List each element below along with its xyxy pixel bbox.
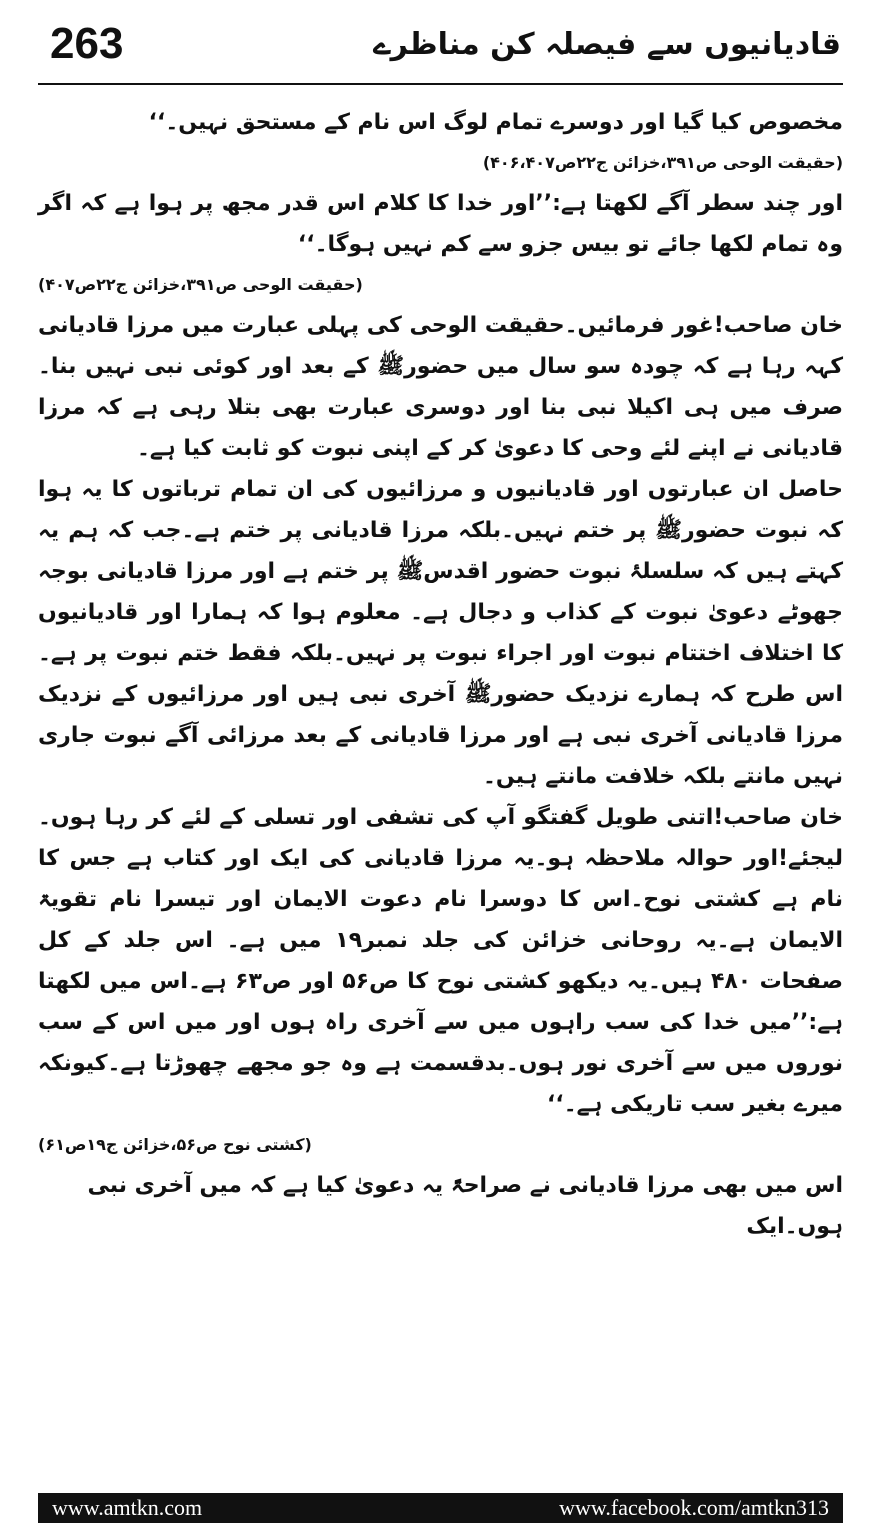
paragraph-2: اور چند سطر آگے لکھتا ہے:’’اور خدا کا کلام اس قدر مجھ پر ہوا ہے کہ اگر وہ تمام لکھا جائے تو بیس جزو سے کم نہیں ہوگا۔‘‘ [38, 191, 843, 257]
paragraph-3: خان صاحب!غور فرمائیں۔حقیقت الوحی کی پہلی عبارت میں مرزا قادیانی کہہ رہا ہے کہ چودہ سو سال میں حضورﷺ کے بعد اور کوئی نبی نہیں بنا۔صرف میں ہی اکیلا نبی بنا اور دوسری عبارت بھی بتلا رہی ہے کہ مرزا قادیانی نے اپنے لئے وحی کا دعویٰ کر کے اپنی نبوت کو ثابت کیا ہے۔ [38, 313, 843, 461]
citation-2: (حقیقت الوحی ص۳۹۱،خزائن ج۲۲ص۴۰۷) [38, 275, 363, 294]
page-number: 263 [50, 19, 124, 68]
paragraph-4: حاصل ان عبارتوں اور قادیانیوں و مرزائیوں کی ان تمام ترباتوں کا یہ ہوا کہ نبوت حضورﷺ پر ختم نہیں۔بلکہ مرزا قادیانی پر ختم ہے۔جب کہ ہم یہ کہتے ہیں کہ سلسلۂ نبوت حضور اقدسﷺ پر ختم ہے اور مرزا قادیانی بوجہ جھوٹے دعویٰ نبوت کے کذاب و دجال ہے۔ معلوم ہوا کہ ہمارا اور قادیانیوں کا اختلاف اختتام نبوت اور اجراء نبوت پر نہیں۔بلکہ فقط ختم نبوت پر ہے۔اس طرح کہ ہمارے نزدیک حضورﷺ آخری نبی ہیں اور مرزائیوں کے نزدیک مرزا قادیانی آخری نبی ہے اور مرزا قادیانی کے بعد مرزائی آگے نبوت جاری نہیں مانتے بلکہ خلافت مانتے ہیں۔ [38, 477, 843, 789]
citation-3: (کشتی نوح ص۵۶،خزائن ج۱۹ص۶۱) [38, 1135, 312, 1154]
page-body [38, 102, 843, 1247]
footer-bar [38, 1493, 843, 1523]
header-rule [38, 83, 843, 85]
citation-1: (حقیقت الوحی ص۳۹۱،خزائن ج۲۲ص۴۰۶،۴۰۷) [482, 153, 843, 172]
running-title: قادیانیوں سے فیصلہ کن مناظرے [373, 27, 841, 62]
paragraph-6: اس میں بھی مرزا قادیانی نے صراحۃً یہ دعویٰ کیا ہے کہ میں آخری نبی ہوں۔ایک [87, 1173, 843, 1239]
paragraph-1: مخصوص کیا گیا اور دوسرے تمام لوگ اس نام کے مستحق نہیں۔‘‘ [148, 110, 843, 135]
footer-facebook-link[interactable]: www.facebook.com/amtkn313 [559, 1495, 829, 1520]
footer-website-link[interactable]: www.amtkn.com [52, 1495, 203, 1520]
paragraph-5: خان صاحب!اتنی طویل گفتگو آپ کی تشفی اور تسلی کے لئے کر رہا ہوں۔لیجئے!اور حوالہ ملاحظہ ہو۔یہ مرزا قادیانی کی ایک اور کتاب ہے جس کا نام ہے کشتی نوح۔اس کا دوسرا نام دعوت الایمان اور تیسرا نام تقویۃ الایمان ہے۔یہ روحانی خزائن کی جلد نمبر۱۹ میں ہے۔ اس جلد کے کل صفحات ۴۸۰ ہیں۔یہ دیکھو کشتی نوح کا ص۵۶ اور ص۶۳ ہے۔اس میں لکھتا ہے:’’میں خدا کی سب راہوں میں سے آخری راہ ہوں اور میں اس کے سب نوروں میں سے آخری نور ہوں۔بدقسمت ہے وہ جو مجھے چھوڑتا ہے۔کیونکہ میرے بغیر سب تاریکی ہے۔‘‘ [38, 805, 843, 1117]
